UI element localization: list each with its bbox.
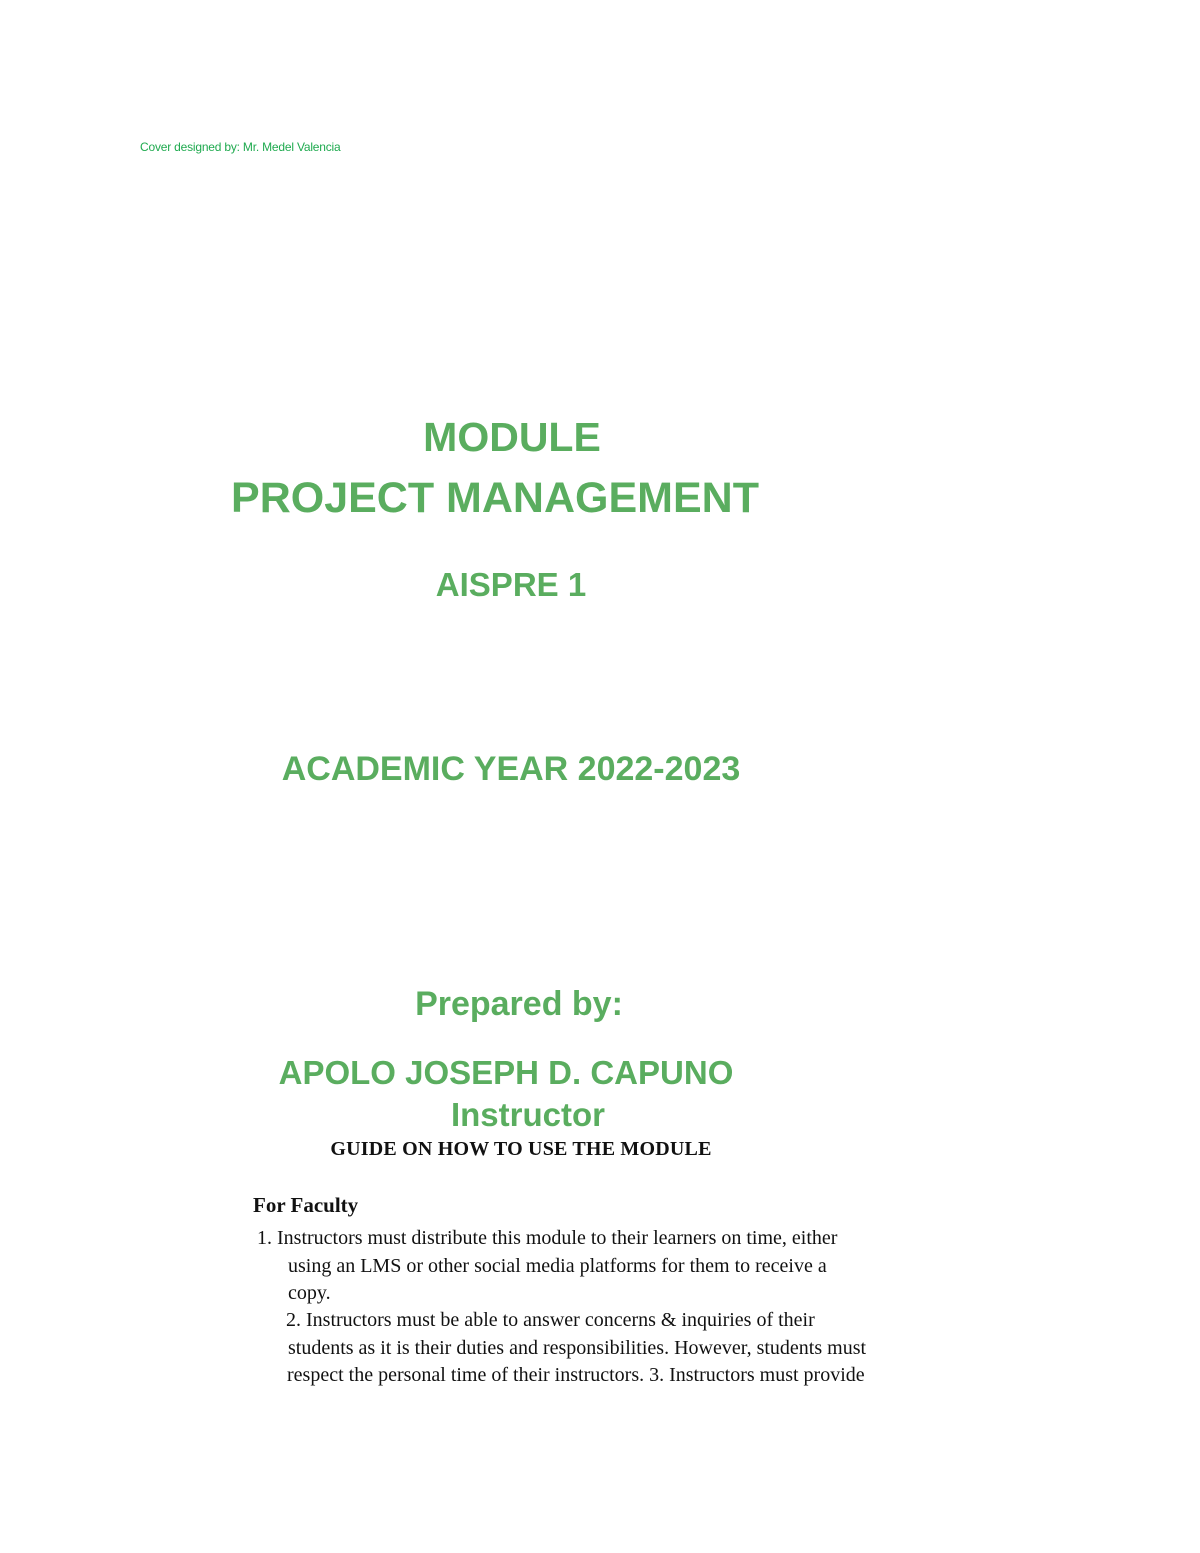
author-role: Instructor bbox=[450, 1096, 605, 1133]
guide-line: 2. Instructors must be able to answer concerns & inquiries of their bbox=[286, 1309, 815, 1331]
guide-line: respect the personal time of their instructors. 3. Instructors must provide bbox=[287, 1364, 865, 1386]
subject-title: PROJECT MANAGEMENT bbox=[231, 474, 759, 522]
author-name: APOLO JOSEPH D. CAPUNO bbox=[278, 1054, 734, 1091]
module-heading: MODULE bbox=[423, 414, 601, 460]
guide-line: students as it is their duties and responsibilities. However, students must bbox=[288, 1337, 867, 1359]
course-code: AISPRE 1 bbox=[435, 566, 587, 603]
cover-credit: Cover designed by: Mr. Medel Valencia bbox=[140, 140, 341, 154]
guide-line: copy. bbox=[288, 1282, 331, 1304]
faculty-heading: For Faculty bbox=[253, 1193, 359, 1217]
guide-line: 1. Instructors must distribute this module to their learners on time, either bbox=[257, 1227, 838, 1249]
academic-year: ACADEMIC YEAR 2022-2023 bbox=[281, 750, 741, 788]
guide-line: using an LMS or other social media platforms for them to receive a bbox=[288, 1255, 827, 1277]
guide-title: GUIDE ON HOW TO USE THE MODULE bbox=[330, 1138, 712, 1160]
prepared-by-label: Prepared by: bbox=[415, 985, 623, 1023]
